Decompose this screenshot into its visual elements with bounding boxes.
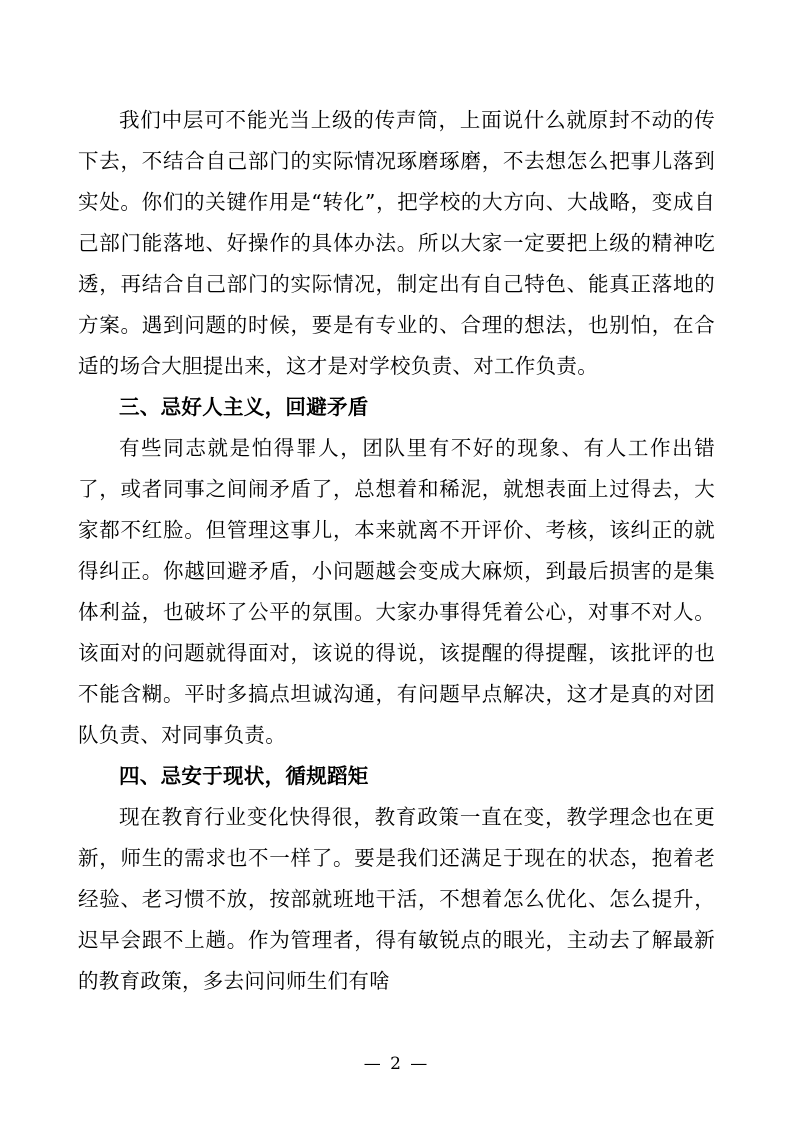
paragraph-3: 现在教育行业变化快得很，教育政策一直在变，教学理念也在更新，师生的需求也不一样了。要是我们还满足于现在的状态，抱着老经验、老习惯不放，按部就班地干活，不想着怎么优化、怎么提升，迟早会跟不上趟。作为管理者，得有敏锐点的眼光，主动去了解最新的教育政策，多去问问师生们有啥 (78, 805, 715, 993)
paragraph-2: 有些同志就是怕得罪人，团队里有不好的现象、有人工作出错了，或者同事之间闹矛盾了，总想着和稀泥，就想表面上过得去，大家都不红脸。但管理这事儿，本来就离不开评价、考核，该纠正的就得纠正。你越回避矛盾，小问题越会变成大麻烦，到最后损害的是集体利益，也破坏了公平的氛围。大家办事得凭着公心，对事不对人。该面对的问题就得面对，该说的得说，该提醒的得提醒，该批评的也不能含糊。平时多搞点坦诚沟通，有问题早点解决，这才是真的对团队负责、对同事负责。 (78, 436, 715, 747)
section-heading-three: 三、忌好人主义，回避矛盾 (119, 395, 369, 419)
paragraph-1: 我们中层可不能光当上级的传声筒，上面说什么就原封不动的传下去，不结合自己部门的实际情况琢磨琢磨，不去想怎么把事儿落到实处。你们的关键作用是“转化”，把学校的大方向、大战略，变成自己部门能落地、好操作的具体办法。所以大家一定要把上级的精神吃透，再结合自己部门的实际情况，制定出有自己特色、能真正落地的方案。遇到问题的时候，要是有专业的、合理的想法，也别怕，在合适的场合大胆提出来，这才是对学校负责、对工作负责。 (78, 108, 715, 378)
page-number: — 2 — (363, 1054, 430, 1074)
section-heading-four: 四、忌安于现状，循规蹈矩 (119, 764, 369, 788)
